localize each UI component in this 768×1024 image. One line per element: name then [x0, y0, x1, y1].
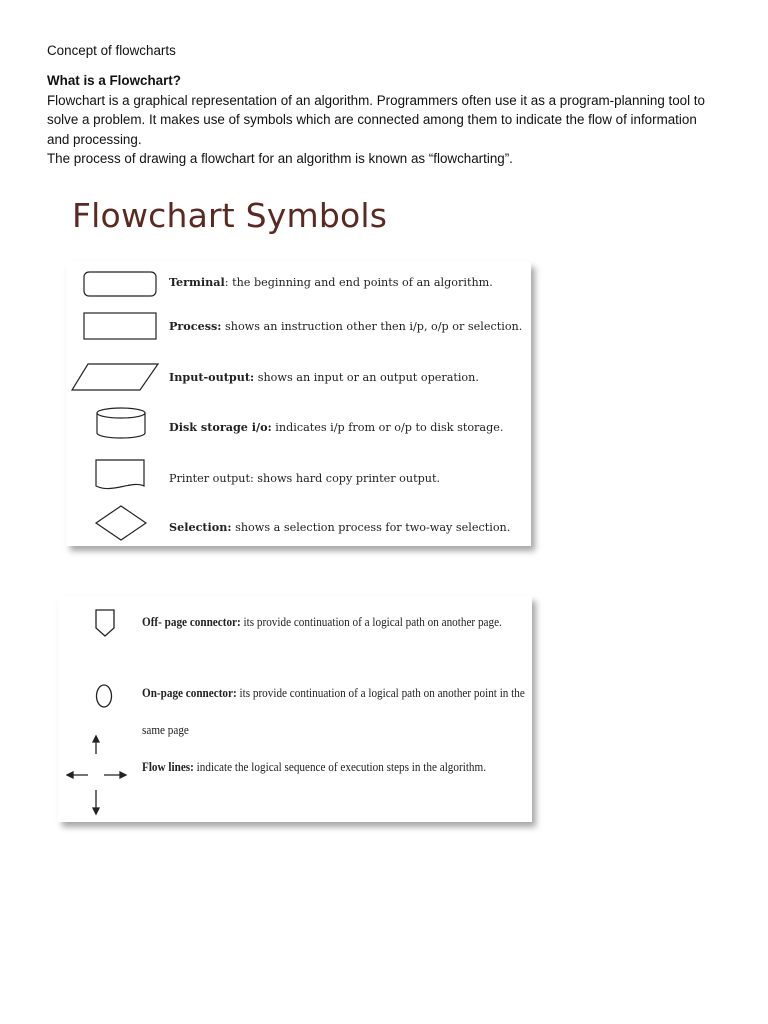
flowcharting-paragraph: The process of drawing a flowchart for an algorithm is known as “flowcharting”.	[47, 151, 513, 166]
symbol-row-on-page-connector	[58, 680, 532, 714]
symbol-row-input-output	[66, 360, 531, 396]
selection-symbol-icon	[94, 504, 148, 542]
definition-paragraph: Flowchart is a graphical representation of an algorithm. Programmers often use it as a program-planning tool to solve a problem. It makes use of symbols which are connected among them to indicate the flow of information and processing.	[47, 92, 705, 147]
on-page-connector-icon	[94, 682, 114, 710]
symbol-row-flow-lines	[58, 734, 532, 818]
figure-title: Flowchart Symbols	[72, 196, 388, 235]
process-description: Process: shows an instruction other then i/p, o/p or selection.	[169, 319, 523, 333]
symbol-row-off-page-connector	[58, 606, 532, 640]
input-output-symbol-icon	[70, 362, 160, 392]
symbol-row-disk-storage	[66, 404, 531, 444]
question-heading: What is a Flowchart?	[47, 73, 181, 88]
symbol-row-selection	[66, 502, 531, 542]
printer-output-description: Printer output: shows hard copy printer output.	[169, 472, 441, 485]
disk-storage-symbol-icon	[94, 406, 148, 442]
printer-output-symbol-icon	[94, 458, 148, 492]
off-page-connector-icon	[94, 608, 116, 638]
symbols-panel-2	[58, 596, 532, 822]
input-output-description: Input-output: shows an input or an output operation.	[169, 370, 479, 384]
flow-lines-icon	[66, 734, 130, 818]
process-symbol-icon	[82, 311, 158, 341]
disk-storage-description: Disk storage i/o: indicates i/p from or o/p to disk storage.	[169, 420, 504, 434]
document-heading: Concept of flowcharts	[47, 43, 176, 58]
off-page-connector-description: Off- page connector: its provide continuation of a logical path on another page.	[142, 614, 502, 629]
intro-section	[47, 71, 717, 169]
on-page-connector-description: On-page connector: its provide continuation of a logical path on another point in the	[142, 685, 525, 700]
flow-lines-description: Flow lines: indicate the logical sequence of execution steps in the algorithm.	[142, 759, 487, 774]
on-page-connector-description-cont: same page	[142, 722, 189, 737]
symbols-panel-1	[66, 262, 531, 546]
symbol-row-printer-output	[66, 456, 531, 492]
symbol-row-terminal	[66, 268, 531, 302]
selection-description: Selection: shows a selection process for two-way selection.	[169, 520, 511, 534]
terminal-description: Terminal: the beginning and end points of an algorithm.	[169, 275, 493, 289]
symbol-row-process	[66, 310, 531, 344]
terminal-symbol-icon	[82, 270, 158, 298]
